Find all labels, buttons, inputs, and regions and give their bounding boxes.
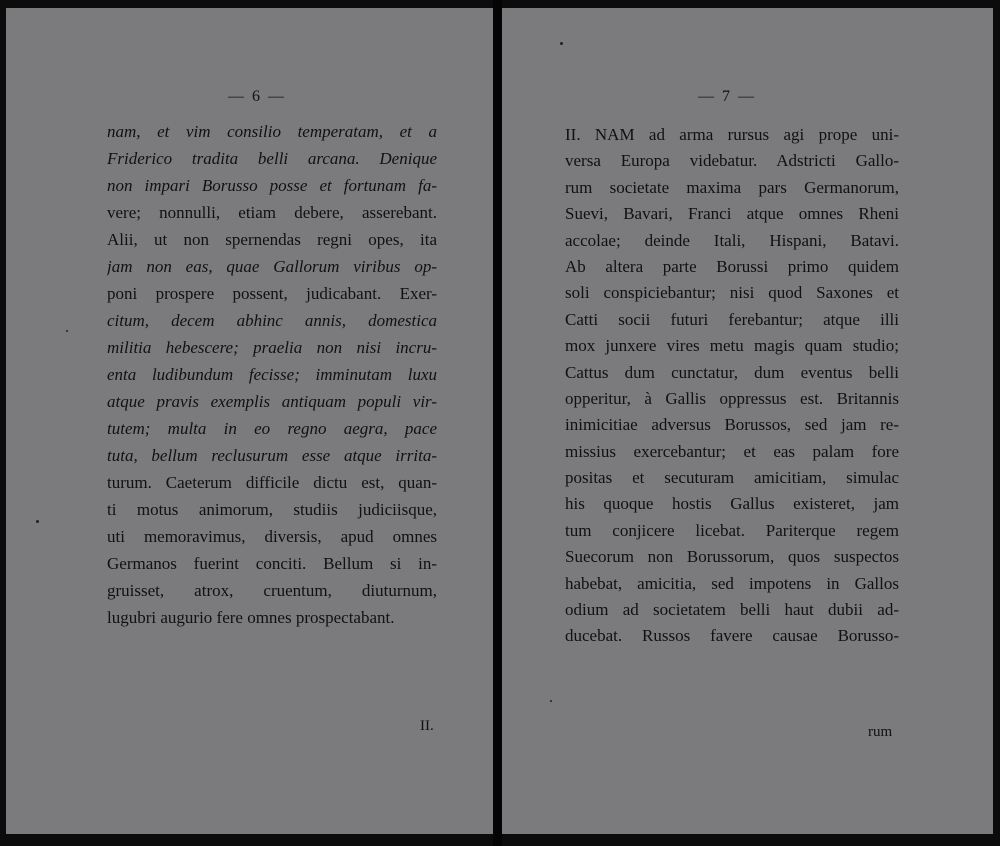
- text-line: his quoque hostis Gallus existeret, jam: [565, 494, 899, 514]
- text-line: Catti socii futuri ferebantur; atque illi: [565, 309, 899, 329]
- text-line: soli conspiciebantur; nisi quod Saxones et: [565, 283, 899, 303]
- paper-speck: [550, 700, 552, 702]
- paper-speck: [560, 42, 563, 45]
- right-page-text: [565, 122, 899, 650]
- text-line: Suecorum non Borussorum, quos suspectos: [565, 547, 899, 567]
- page-number-right: — 7 —: [698, 88, 756, 105]
- text-line: versa Europa videbatur. Adstricti Gallo-: [565, 151, 899, 171]
- text-line: inimicitiae adversus Borussos, sed jam re-: [565, 415, 899, 435]
- text-line: vere; nonnulli, etiam debere, asserebant.: [107, 203, 437, 222]
- text-line: Suevi, Bavari, Franci atque omnes Rheni: [565, 204, 899, 224]
- left-page-text: [107, 118, 437, 631]
- book-gutter: [493, 0, 502, 846]
- text-line: Ab altera parte Borussi primo quidem: [565, 256, 899, 276]
- text-line: mox junxere vires metu magis quam studio;: [565, 336, 899, 356]
- text-line: accolae; deinde Itali, Hispani, Batavi.: [565, 230, 899, 250]
- catchword-right: rum: [868, 724, 893, 740]
- text-line: lugubri augurio fere omnes prospectabant.: [107, 608, 395, 627]
- text-line: atque pravis exemplis antiquam populi vir-: [107, 392, 437, 411]
- text-line: habebat, amicitia, sed impotens in Gallos: [565, 573, 899, 593]
- text-line: tutem; multa in eo regno aegra, pace: [107, 419, 437, 438]
- text-line: citum, decem abhinc annis, domestica: [107, 311, 437, 330]
- text-line: Friderico tradita belli arcana. Denique: [107, 149, 437, 168]
- text-line: jam non eas, quae Gallorum viribus op-: [107, 257, 437, 276]
- text-line: tum conjicere licebat. Pariterque regem: [565, 520, 899, 540]
- text-line: nam, et vim consilio temperatam, et a: [107, 122, 437, 141]
- text-line: ducebat. Russos favere causae Borusso-: [565, 626, 899, 646]
- text-line: Cattus dum cunctatur, dum eventus belli: [565, 362, 899, 382]
- text-line: uti memoravimus, diversis, apud omnes: [107, 527, 437, 546]
- paper-speck: [36, 520, 39, 523]
- right-page: [502, 8, 993, 834]
- text-line: gruisset, atrox, cruentum, diuturnum,: [107, 581, 437, 600]
- paper-speck: [66, 330, 68, 332]
- text-line: turum. Caeterum difficile dictu est, quan-: [107, 473, 437, 492]
- text-line: poni prospere possent, judicabant. Exer-: [107, 284, 437, 303]
- text-line: non impari Borusso posse et fortunam fa-: [107, 176, 437, 195]
- text-line: rum societate maxima pars Germanorum,: [565, 177, 899, 197]
- text-line: missius exercebantur; et eas palam fore: [565, 441, 899, 461]
- text-line: ti motus animorum, studiis judiciisque,: [107, 500, 437, 519]
- text-line: Germanos fuerint conciti. Bellum si in-: [107, 554, 437, 573]
- text-line: tuta, bellum reclusurum esse atque irrita-: [107, 446, 437, 465]
- text-line: opperitur, à Gallis oppressus est. Britannis: [565, 388, 899, 408]
- text-line: militia hebescere; praelia non nisi incru-: [107, 338, 437, 357]
- text-line: odium ad societatem belli haut dubii ad-: [565, 600, 899, 620]
- left-page: [6, 8, 493, 834]
- text-line: positas et secuturam amicitiam, simulac: [565, 468, 899, 488]
- text-line: Alii, ut non spernendas regni opes, ita: [107, 230, 437, 249]
- text-line: enta ludibundum fecisse; imminutam luxu: [107, 365, 437, 384]
- catchword-left: II.: [420, 718, 434, 734]
- text-line: II. NAM ad arma rursus agi prope uni-: [565, 125, 899, 144]
- page-number-left: — 6 —: [228, 88, 286, 105]
